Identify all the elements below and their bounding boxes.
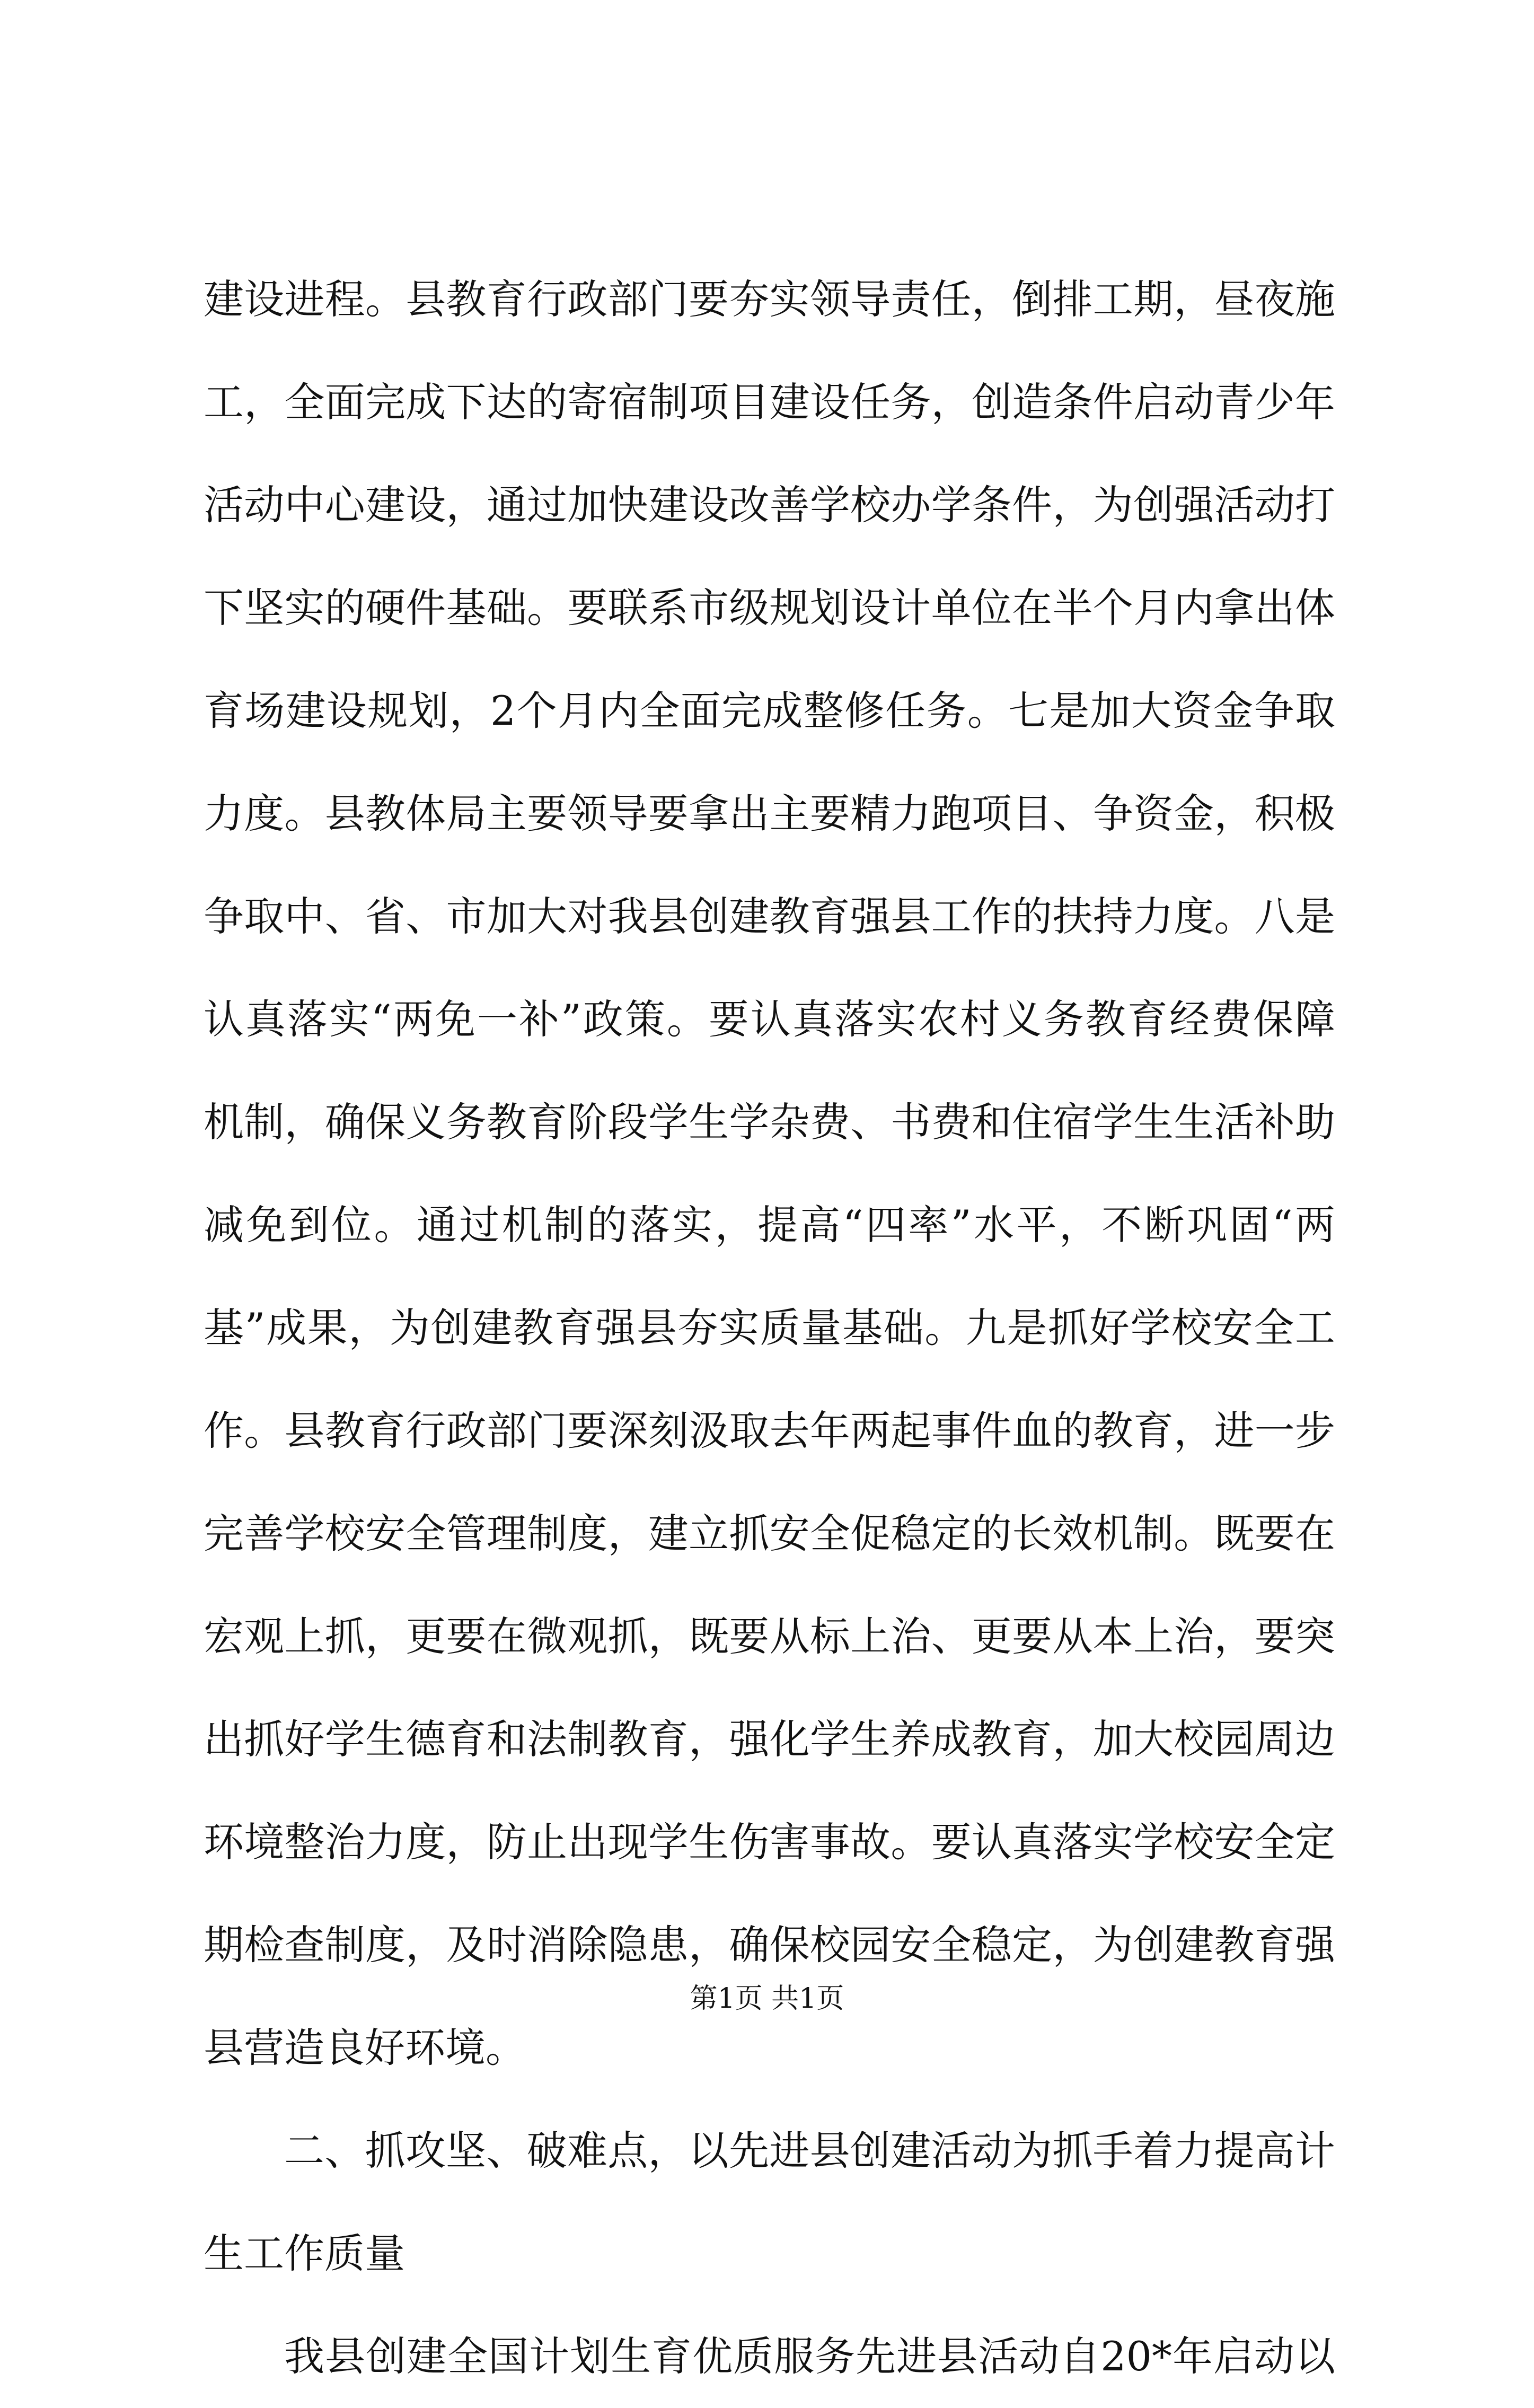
page-number-label: 第1页 共1页	[690, 1983, 844, 2015]
page-footer	[0, 1978, 1534, 2020]
section-heading-line: 二、抓攻坚、破难点，以先进县创建活动为抓手着力提高计	[284, 2127, 1335, 2174]
paragraph-line: 育场建设规划，2个月内全面完成整修任务。七是加大资金争取	[204, 687, 1335, 734]
paragraph-line: 机制，确保义务教育阶段学生学杂费、书费和住宿学生生活补助	[204, 1098, 1335, 1146]
paragraph-line: 减免到位。通过机制的落实，提高“四率”水平，不断巩固“两	[204, 1201, 1335, 1249]
paragraph-line: 期检查制度，及时消除隐患，确保校园安全稳定，为创建教育强	[204, 1921, 1335, 1968]
paragraph-line: 基”成果，为创建教育强县夯实质量基础。九是抓好学校安全工	[204, 1304, 1335, 1351]
paragraph-line: 认真落实“两免一补”政策。要认真落实农村义务教育经费保障	[204, 996, 1335, 1043]
paragraph-line: 完善学校安全管理制度，建立抓安全促稳定的长效机制。既要在	[204, 1510, 1335, 1557]
paragraph-line: 下坚实的硬件基础。要联系市级规划设计单位在半个月内拿出体	[204, 584, 1335, 631]
paragraph-line: 力度。县教体局主要领导要拿出主要精力跑项目、争资金，积极	[204, 790, 1335, 837]
paragraph-line: 争取中、省、市加大对我县创建教育强县工作的扶持力度。八是	[204, 893, 1335, 940]
paragraph-line: 活动中心建设，通过加快建设改善学校办学条件，为创强活动打	[204, 481, 1335, 529]
section-heading-line-last: 生工作质量	[204, 2230, 405, 2277]
paragraph-line-first: 我县创建全国计划生育优质服务先进县活动自20*年启动以	[284, 2333, 1335, 2380]
paragraph-line: 建设进程。县教育行政部门要夯实领导责任，倒排工期，昼夜施	[204, 276, 1335, 323]
paragraph-line: 工，全面完成下达的寄宿制项目建设任务，创造条件启动青少年	[204, 379, 1335, 426]
paragraph-line: 宏观上抓，更要在微观抓，既要从标上治、更要从本上治，要突	[204, 1613, 1335, 1660]
document-body	[204, 248, 1335, 2408]
paragraph-line: 出抓好学生德育和法制教育，强化学生养成教育，加大校园周边	[204, 1716, 1335, 1763]
paragraph-line: 环境整治力度，防止出现学生伤害事故。要认真落实学校安全定	[204, 1818, 1335, 1866]
paragraph-line: 作。县教育行政部门要深刻汲取去年两起事件血的教育，进一步	[204, 1407, 1335, 1454]
paragraph-line-last: 县营造良好环境。	[204, 2024, 526, 2071]
